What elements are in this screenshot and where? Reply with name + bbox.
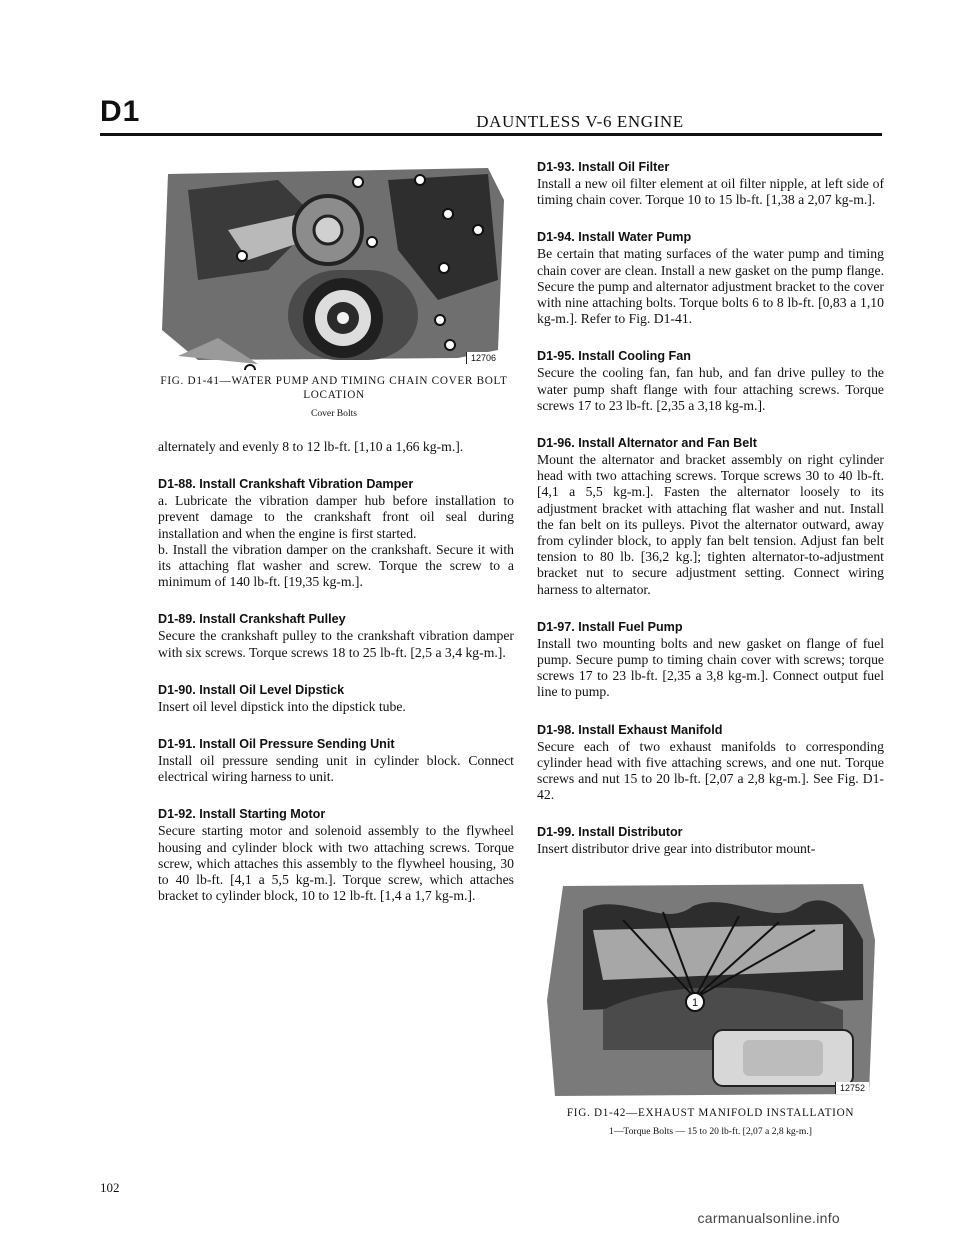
section-code: D1 bbox=[100, 95, 141, 128]
page-title: DAUNTLESS V-6 ENGINE bbox=[476, 112, 684, 131]
section-heading: D1-88. Install Crankshaft Vibration Damper bbox=[158, 477, 414, 492]
figure-subcaption: 1—Torque Bolts — 15 to 20 lb-ft. [2,07 a 2,8 kg-m.] bbox=[609, 1125, 812, 1137]
step-a: a. Lubricate the vibration damper hub before installation to prevent damage to the crankshaft front oil seal during installation and when the engine is first started. bbox=[158, 493, 514, 541]
section-d1-96 bbox=[537, 436, 884, 598]
section-heading: D1-93. Install Oil Filter bbox=[537, 160, 670, 174]
section-heading: D1-94. Install Water Pump bbox=[537, 230, 692, 245]
section-d1-93 bbox=[537, 160, 884, 208]
figure-d1-42 bbox=[537, 880, 884, 1137]
section-d1-99 bbox=[537, 825, 884, 857]
section-text: Insert distributor drive gear into distributor mount- bbox=[537, 841, 816, 857]
section-heading: D1-90. Install Oil Level Dipstick bbox=[158, 682, 345, 697]
figure-number: 12706 bbox=[466, 352, 500, 364]
section-d1-98 bbox=[537, 723, 884, 804]
figure-number: 12752 bbox=[835, 1082, 869, 1094]
section-text: Secure the crankshaft pulley to the crankshaft vibration damper with six screws. Torque screws 18 to 25 lb-ft. [2,5 a 3,4 kg-m.]. bbox=[158, 628, 514, 660]
engine-illustration bbox=[158, 160, 510, 370]
header-rule bbox=[100, 133, 882, 136]
section-heading: D1-91. Install Oil Pressure Sending Unit bbox=[158, 737, 395, 752]
section-d1-94 bbox=[537, 230, 884, 327]
left-column bbox=[158, 160, 514, 904]
section-text: Install a new oil filter element at oil filter nipple, at left side of timing chain cover. Torque 10 to 15 lb-ft. [1,38 a 2,07 kg-m.]. bbox=[537, 176, 884, 208]
callout-label: 1 bbox=[691, 996, 699, 1009]
section-d1-97 bbox=[537, 620, 884, 701]
figure-caption: FIG. D1-42—EXHAUST MANIFOLD INSTALLATION bbox=[566, 1106, 855, 1119]
step-b: b. Install the vibration damper on the crankshaft. Secure it with its attaching flat washer and screw. Torque the screw to a minimum of 140 lb-ft. [19,35 kg-m.]. bbox=[158, 541, 514, 590]
section-heading: D1-97. Install Fuel Pump bbox=[537, 619, 683, 634]
figure-subcaption: Cover Bolts bbox=[310, 408, 358, 419]
section-text: Secure the cooling fan, fan hub, and fan drive pulley to the water pump shaft flange with four attaching screws. Torque screws 17 to 23 lb-ft. [2,35 a 3,18 kg-m.]. bbox=[537, 365, 884, 413]
section-text: Insert oil level dipstick into the dipstick tube. bbox=[158, 698, 406, 714]
section-heading: D1-95. Install Cooling Fan bbox=[537, 349, 691, 364]
figure-d1-41 bbox=[158, 160, 514, 419]
section-d1-91 bbox=[158, 737, 514, 785]
section-text: Be certain that mating surfaces of the water pump and timing chain cover are clean. Install a new gasket on the pump flange. Secure the pump and alternator adjustment bracket to the cover with nine attaching bolts. Torque bolts 6 to 8 lb-ft. [0,83 a 1,10 kg-m.]. Refer to Fig. D1-41. bbox=[537, 246, 884, 327]
section-heading: D1-89. Install Crankshaft Pulley bbox=[158, 612, 346, 627]
engine-photo bbox=[158, 160, 510, 370]
manifold-photo bbox=[543, 880, 879, 1100]
section-d1-89 bbox=[158, 612, 514, 660]
section-text: Install two mounting bolts and new gasket on flange of fuel pump. Secure pump to timing chain cover with screws; torque screws 17 to 23 lb-ft. [2,35 a 3,8 kg-m.]. Connect output fuel line to pump. bbox=[537, 635, 884, 700]
section-text: Secure each of two exhaust manifolds to corresponding cylinder head with five attaching screws, and one nut. Torque screws and nut 15 to 20 lb-ft. [2,07 a 2,8 kg-m.]. See Fig. D1-42. bbox=[537, 738, 884, 803]
section-text: Install oil pressure sending unit in cylinder block. Connect electrical wiring harness to unit. bbox=[158, 753, 514, 785]
section-heading: D1-96. Install Alternator and Fan Belt bbox=[537, 436, 757, 451]
section-heading: D1-98. Install Exhaust Manifold bbox=[537, 722, 723, 737]
section-text: Secure starting motor and solenoid assembly to the flywheel housing and cylinder block with two attaching screws. Torque screw, which attaches this assembly to the flywheel housing, 30 to 40 lb-ft. [4,1 a 5,5 kg-m.]. Torque screw, which attaches bracket to cylinder block, 10 to 12 lb-ft. [1,4 a 1,7 kg-m.]. bbox=[158, 823, 514, 904]
manifold-illustration bbox=[543, 880, 879, 1100]
section-d1-88 bbox=[158, 477, 514, 590]
right-column bbox=[537, 160, 884, 1137]
section-d1-92 bbox=[158, 807, 514, 904]
section-text: Mount the alternator and bracket assembly on right cylinder head with two attaching screws. Torque screws 30 to 40 lb-ft. [4,1 a 5,5 kg-m.]. Fasten the alternator loosely to its adjustment bracket with attaching flat washer and nut. Install the fan belt on its pulleys. Pivot the alternator outward, away from cylinder block, to apply fan belt tension. Adjust fan belt tension to 80 lb. [36,2 kg.]; tighten alternator-to-adjustment bracket nut to secure adjustment setting. Connect wiring harness to alternator. bbox=[537, 452, 884, 597]
section-heading: D1-92. Install Starting Motor bbox=[158, 807, 326, 822]
page-number: 102 bbox=[100, 1180, 120, 1195]
section-heading: D1-99. Install Distributor bbox=[537, 825, 683, 840]
section-d1-95 bbox=[537, 349, 884, 414]
figure-caption: FIG. D1-41—WATER PUMP AND TIMING CHAIN COVER BOLT LOCATION bbox=[160, 375, 508, 401]
watermark-link[interactable]: carmanualsonline.info bbox=[697, 1210, 840, 1226]
section-d1-90 bbox=[158, 683, 514, 715]
continued-text: alternately and evenly 8 to 12 lb-ft. [1,10 a 1,66 kg-m.]. bbox=[158, 439, 464, 454]
